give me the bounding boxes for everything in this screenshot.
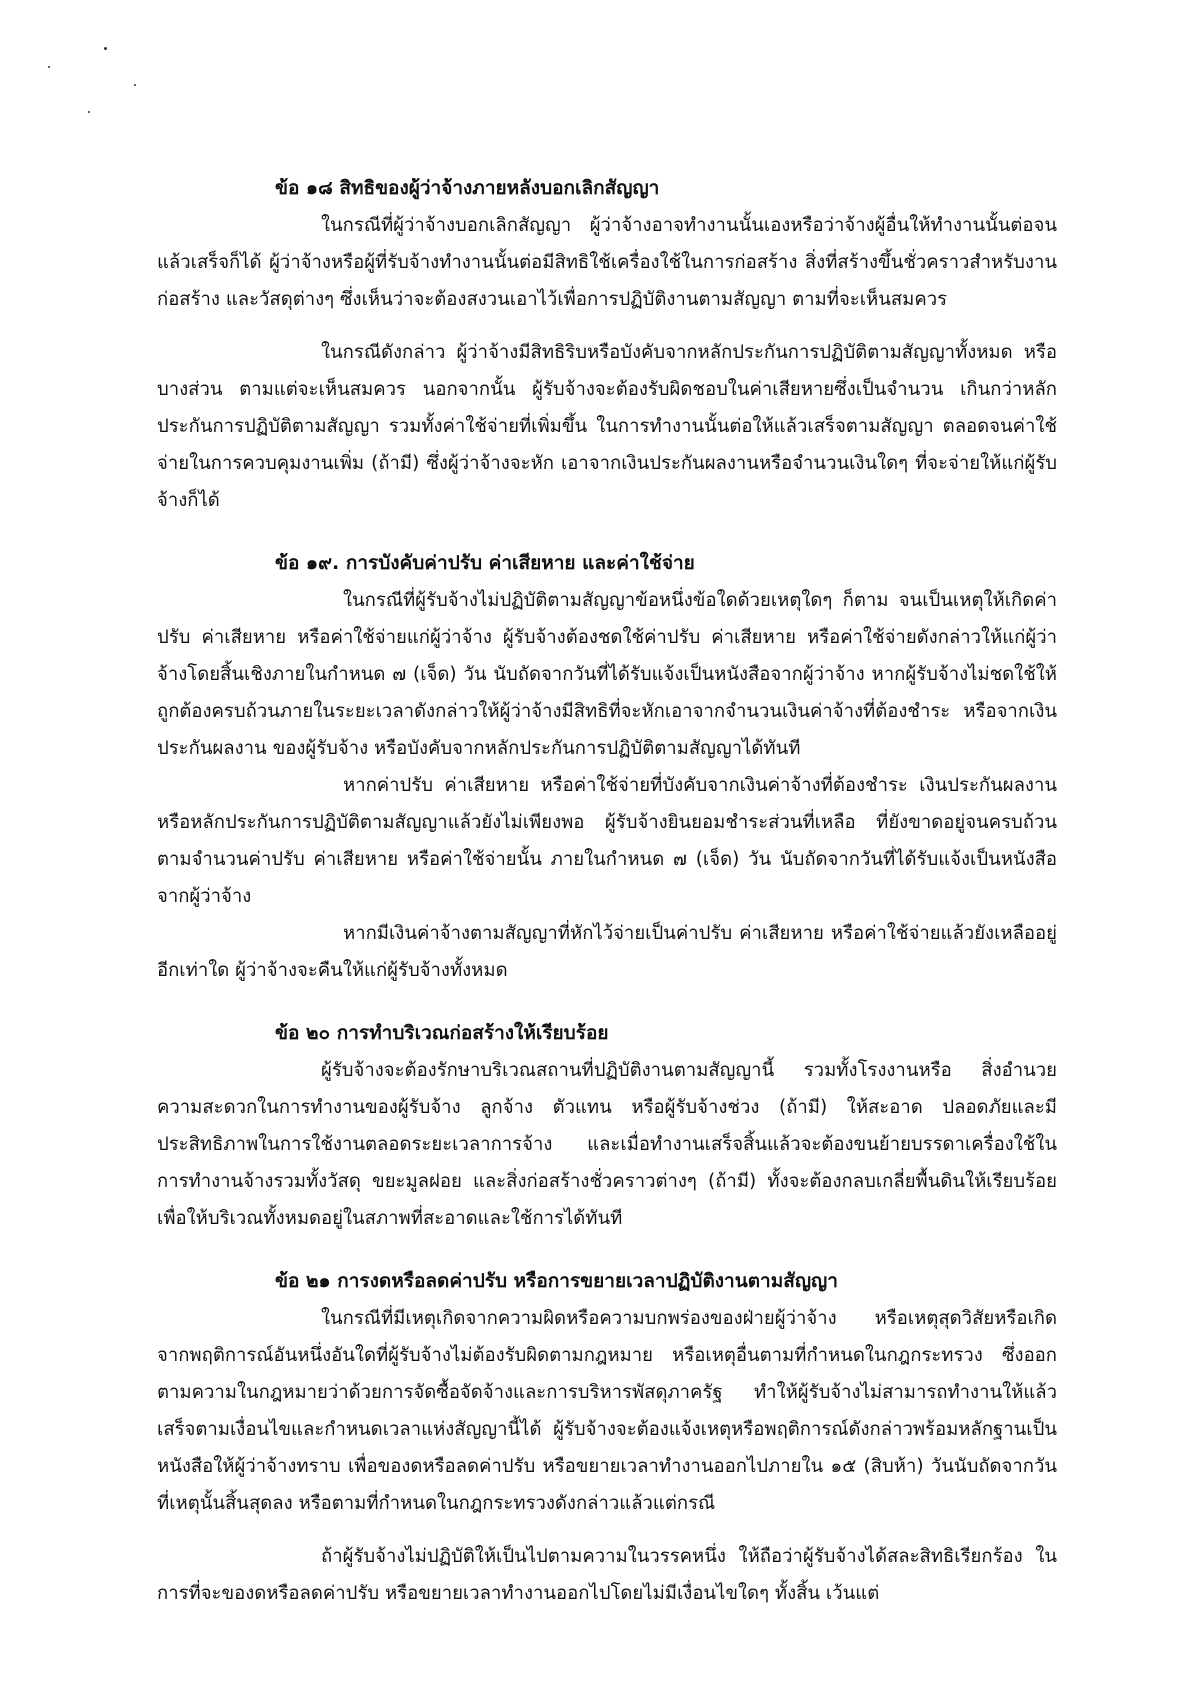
paragraph: ในกรณีที่มีเหตุเกิดจากความผิดหรือความบกพร่องของฝ่ายผู้ว่าจ้าง หรือเหตุสุดวิสัยหรือเกิดจากพฤติการณ์อันหนึ่งอันใดที่ผู้รับจ้างไม่ต้องรับผิดตามกฎหมาย หรือเหตุอื่นตามที่กำหนดในกฎกระทรวง ซึ่งออกตามความในกฎหมายว่าด้วยการจัดซื้อจัดจ้างและการบริหารพัสดุภาครัฐ ทำให้ผู้รับจ้างไม่สามารถทำงานให้แล้วเสร็จตามเงื่อนไขและกำหนดเวลาแห่งสัญญานี้ได้ ผู้รับจ้างจะต้องแจ้งเหตุหรือพฤติการณ์ดังกล่าวพร้อมหลักฐานเป็นหนังสือให้ผู้ว่าจ้างทราบ เพื่อของดหรือลดค่าปรับ หรือขยายเวลาทำงานออกไปภายใน ๑๕ (สิบห้า) วันนับถัดจากวันที่เหตุนั้นสิ้นสุดลง หรือตามที่กำหนดในกฎกระทรวงดังกล่าวแล้วแต่กรณี [157,1308,1057,1514]
paragraph: ในกรณีที่ผู้รับจ้างไม่ปฏิบัติตามสัญญาข้อหนึ่งข้อใดด้วยเหตุใดๆ ก็ตาม จนเป็นเหตุให้เกิดค่าปรับ ค่าเสียหาย หรือค่าใช้จ่ายแก่ผู้ว่าจ้าง ผู้รับจ้างต้องชดใช้ค่าปรับ ค่าเสียหาย หรือค่าใช้จ่ายดังกล่าวให้แก่ผู้ว่าจ้างโดยสิ้นเชิงภายในกำหนด ๗ (เจ็ด) วัน นับถัดจากวันที่ได้รับแจ้งเป็นหนังสือจากผู้ว่าจ้าง หากผู้รับจ้างไม่ชดใช้ให้ถูกต้องครบถ้วนภายในระยะเวลาดังกล่าวให้ผู้ว่าจ้างมีสิทธิที่จะหักเอาจากจำนวนเงินค่าจ้างที่ต้องชำระ หรือจากเงินประกันผลงาน ของผู้รับจ้าง หรือบังคับจากหลักประกันการปฏิบัติตามสัญญาได้ทันที [157,590,1057,759]
section-21 [157,1263,1057,1612]
section-heading: ข้อ ๒๐ การทำบริเวณก่อสร้างให้เรียบร้อย [275,1022,609,1044]
paragraph: ในกรณีที่ผู้ว่าจ้างบอกเลิกสัญญา ผู้ว่าจ้างอาจทำงานนั้นเองหรือว่าจ้างผู้อื่นให้ทำงานนั้นต่อจนแล้วเสร็จก็ได้ ผู้ว่าจ้างหรือผู้ที่รับจ้างทำงานนั้นต่อมีสิทธิใช้เครื่องใช้ในการก่อสร้าง สิ่งที่สร้างขึ้นชั่วคราวสำหรับงานก่อสร้าง และวัสดุต่างๆ ซึ่งเห็นว่าจะต้องสงวนเอาไว้เพื่อการปฏิบัติงานตามสัญญา ตามที่จะเห็นสมควร [157,215,1057,310]
section-20 [157,1015,1057,1237]
scan-speck [88,111,90,113]
scan-speck [48,66,50,68]
scan-speck [104,47,107,50]
paragraph: หากมีเงินค่าจ้างตามสัญญาที่หักไว้จ่ายเป็นค่าปรับ ค่าเสียหาย หรือค่าใช้จ่ายแล้วยังเหลืออยู่อีกเท่าใด ผู้ว่าจ้างจะคืนให้แก่ผู้รับจ้างทั้งหมด [157,923,1057,981]
section-19 [157,545,1057,989]
paragraph: ผู้รับจ้างจะต้องรักษาบริเวณสถานที่ปฏิบัติงานตามสัญญานี้ รวมทั้งโรงงานหรือ สิ่งอำนวย ความสะดวกในการทำงานของผู้รับจ้าง ลูกจ้าง ตัวแทน หรือผู้รับจ้างช่วง (ถ้ามี) ให้สะอาด ปลอดภัยและมีประสิทธิภาพในการใช้งานตลอดระยะเวลาการจ้าง และเมื่อทำงานเสร็จสิ้นแล้วจะต้องขนย้ายบรรดาเครื่องใช้ในการทำงานจ้างรวมทั้งวัสดุ ขยะมูลฝอย และสิ่งก่อสร้างชั่วคราวต่างๆ (ถ้ามี) ทั้งจะต้องกลบเกลี่ยพื้นดินให้เรียบร้อยเพื่อให้บริเวณทั้งหมดอยู่ในสภาพที่สะอาดและใช้การได้ทันที [157,1060,1057,1229]
section-heading: ข้อ ๒๑ การงดหรือลดค่าปรับ หรือการขยายเวลาปฏิบัติงานตามสัญญา [275,1270,838,1292]
paragraph: ในกรณีดังกล่าว ผู้ว่าจ้างมีสิทธิริบหรือบังคับจากหลักประกันการปฏิบัติตามสัญญาทั้งหมด หรือบางส่วน ตามแต่จะเห็นสมควร นอกจากนั้น ผู้รับจ้างจะต้องรับผิดชอบในค่าเสียหายซึ่งเป็นจำนวน เกินกว่าหลักประกันการปฏิบัติตามสัญญา รวมทั้งค่าใช้จ่ายที่เพิ่มขึ้น ในการทำงานนั้นต่อให้แล้วเสร็จตามสัญญา ตลอดจนค่าใช้จ่ายในการควบคุมงานเพิ่ม (ถ้ามี) ซึ่งผู้ว่าจ้างจะหัก เอาจากเงินประกันผลงานหรือจำนวนเงินใดๆ ที่จะจ่ายให้แก่ผู้รับจ้างก็ได้ [157,342,1057,511]
scan-speck [134,84,136,86]
paragraph: ถ้าผู้รับจ้างไม่ปฏิบัติให้เป็นไปตามความในวรรคหนึ่ง ให้ถือว่าผู้รับจ้างได้สละสิทธิเรียกร้อง ในการที่จะของดหรือลดค่าปรับ หรือขยายเวลาทำงานออกไปโดยไม่มีเงื่อนไขใดๆ ทั้งสิ้น เว้นแต่ [157,1546,1057,1604]
document-body [157,170,1057,1638]
section-heading: ข้อ ๑๘ สิทธิของผู้ว่าจ้างภายหลังบอกเลิกสัญญา [275,177,660,199]
section-18 [157,170,1057,519]
section-heading: ข้อ ๑๙. การบังคับค่าปรับ ค่าเสียหาย และค่าใช้จ่าย [275,552,695,574]
paragraph: หากค่าปรับ ค่าเสียหาย หรือค่าใช้จ่ายที่บังคับจากเงินค่าจ้างที่ต้องชำระ เงินประกันผลงาน หรือหลักประกันการปฏิบัติตามสัญญาแล้วยังไม่เพียงพอ ผู้รับจ้างยินยอมชำระส่วนที่เหลือ ที่ยังขาดอยู่จนครบถ้วนตามจำนวนค่าปรับ ค่าเสียหาย หรือค่าใช้จ่ายนั้น ภายในกำหนด ๗ (เจ็ด) วัน นับถัดจากวันที่ได้รับแจ้งเป็นหนังสือจากผู้ว่าจ้าง [157,775,1057,907]
